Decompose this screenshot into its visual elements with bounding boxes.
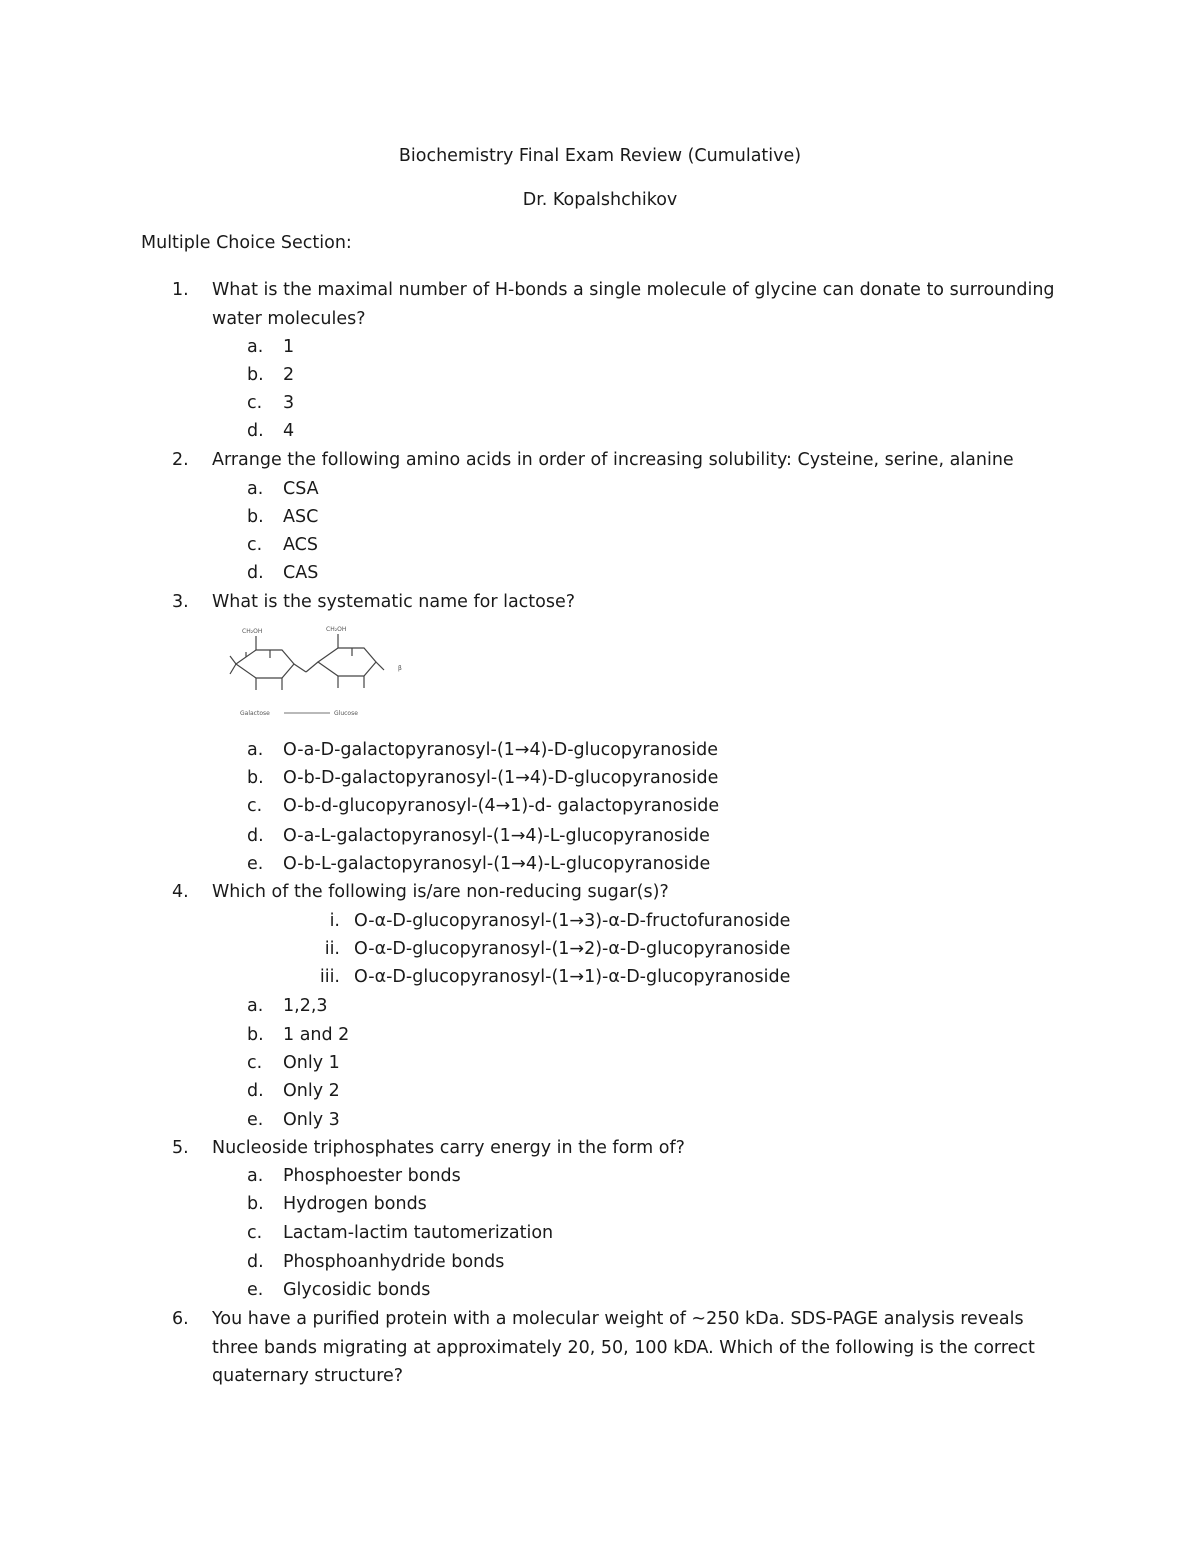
question-text: Nucleoside triphosphates carry energy in the form of? xyxy=(212,1138,685,1158)
glucose-label: Glucose xyxy=(334,710,358,717)
option-text: 1,2,3 xyxy=(283,996,328,1016)
section-title: Multiple Choice Section: xyxy=(141,233,352,253)
option-letter: c. xyxy=(247,796,263,816)
option-letter: e. xyxy=(247,1280,264,1300)
option-text: 2 xyxy=(283,365,295,385)
option-letter: a. xyxy=(247,1166,264,1186)
question-text: Which of the following is/are non-reducing sugar(s)? xyxy=(212,882,669,902)
question-number: 1. xyxy=(172,280,189,300)
option-letter: b. xyxy=(247,1194,264,1214)
option-text: Phosphoester bonds xyxy=(283,1166,461,1186)
question-number: 6. xyxy=(172,1309,189,1329)
option-text: 4 xyxy=(283,421,295,441)
glucose-ch2oh-label: CH₂OH xyxy=(326,626,347,633)
option-text: Phosphoanhydride bonds xyxy=(283,1252,505,1272)
option-letter: b. xyxy=(247,365,264,385)
option-letter: a. xyxy=(247,740,264,760)
question-number: 2. xyxy=(172,450,189,470)
option-text: O-b-L-galactopyranosyl-(1→4)-L-glucopyranoside xyxy=(283,854,711,874)
option-text: O-b-d-glucopyranosyl-(4→1)-d- galactopyranoside xyxy=(283,796,720,816)
lactose-structure-diagram xyxy=(222,622,412,722)
question-number: 3. xyxy=(172,592,189,612)
option-letter: a. xyxy=(247,337,264,357)
option-text: Glycosidic bonds xyxy=(283,1280,431,1300)
roman-item-text: O-α-D-glucopyranosyl-(1→2)-α-D-glucopyranoside xyxy=(354,939,791,959)
option-text: 3 xyxy=(283,393,295,413)
option-text: CSA xyxy=(283,479,319,499)
option-letter: e. xyxy=(247,1110,264,1130)
option-text: Lactam-lactim tautomerization xyxy=(283,1223,554,1243)
option-letter: a. xyxy=(247,996,264,1016)
question-text: You have a purified protein with a molecular weight of ~250 kDa. SDS-PAGE analysis reveals three bands migrating at approximately 20, 50, 100 kDA. Which of the following is the correct quaternary structure? xyxy=(212,1309,1035,1386)
option-letter: a. xyxy=(247,479,264,499)
option-letter: c. xyxy=(247,1053,263,1073)
option-letter: c. xyxy=(247,393,263,413)
option-text: ACS xyxy=(283,535,318,555)
roman-item-text: O-α-D-glucopyranosyl-(1→3)-α-D-fructofuranoside xyxy=(354,911,791,931)
option-letter: c. xyxy=(247,535,263,555)
option-letter: b. xyxy=(247,1025,264,1045)
option-letter: d. xyxy=(247,563,264,583)
option-text: Hydrogen bonds xyxy=(283,1194,427,1214)
question-text: What is the systematic name for lactose? xyxy=(212,592,576,612)
option-text: CAS xyxy=(283,563,319,583)
roman-item-text: O-α-D-glucopyranosyl-(1→1)-α-D-glucopyranoside xyxy=(354,967,791,987)
option-text: O-a-L-galactopyranosyl-(1→4)-L-glucopyranoside xyxy=(283,826,710,846)
document-author: Dr. Kopalshchikov xyxy=(522,190,678,210)
option-text: Only 3 xyxy=(283,1110,340,1130)
option-letter: b. xyxy=(247,768,264,788)
option-letter: d. xyxy=(247,826,264,846)
option-text: Only 1 xyxy=(283,1053,340,1073)
option-text: ASC xyxy=(283,507,319,527)
option-text: 1 xyxy=(283,337,295,357)
question-text: What is the maximal number of H-bonds a single molecule of glycine can donate to surrounding water molecules? xyxy=(212,280,1055,329)
roman-numeral: ii. xyxy=(324,939,340,959)
option-letter: d. xyxy=(247,1252,264,1272)
document-title: Biochemistry Final Exam Review (Cumulative) xyxy=(398,146,802,166)
option-letter: c. xyxy=(247,1223,263,1243)
question-number: 4. xyxy=(172,882,189,902)
option-letter: d. xyxy=(247,1081,264,1101)
option-text: O-b-D-galactopyranosyl-(1→4)-D-glucopyranoside xyxy=(283,768,719,788)
roman-numeral: iii. xyxy=(319,967,340,987)
galactose-ch2oh-label: CH₂OH xyxy=(242,628,263,635)
roman-numeral: i. xyxy=(329,911,340,931)
option-letter: e. xyxy=(247,854,264,874)
option-text: O-a-D-galactopyranosyl-(1→4)-D-glucopyranoside xyxy=(283,740,718,760)
anomer-label: β xyxy=(398,665,402,672)
question-text: Arrange the following amino acids in order of increasing solubility: Cysteine, serine, alanine xyxy=(212,450,1014,470)
option-text: 1 and 2 xyxy=(283,1025,350,1045)
option-letter: d. xyxy=(247,421,264,441)
lactose-structure-figure xyxy=(222,622,412,722)
galactose-label: Galactose xyxy=(240,710,270,717)
option-text: Only 2 xyxy=(283,1081,340,1101)
option-letter: b. xyxy=(247,507,264,527)
question-number: 5. xyxy=(172,1138,189,1158)
